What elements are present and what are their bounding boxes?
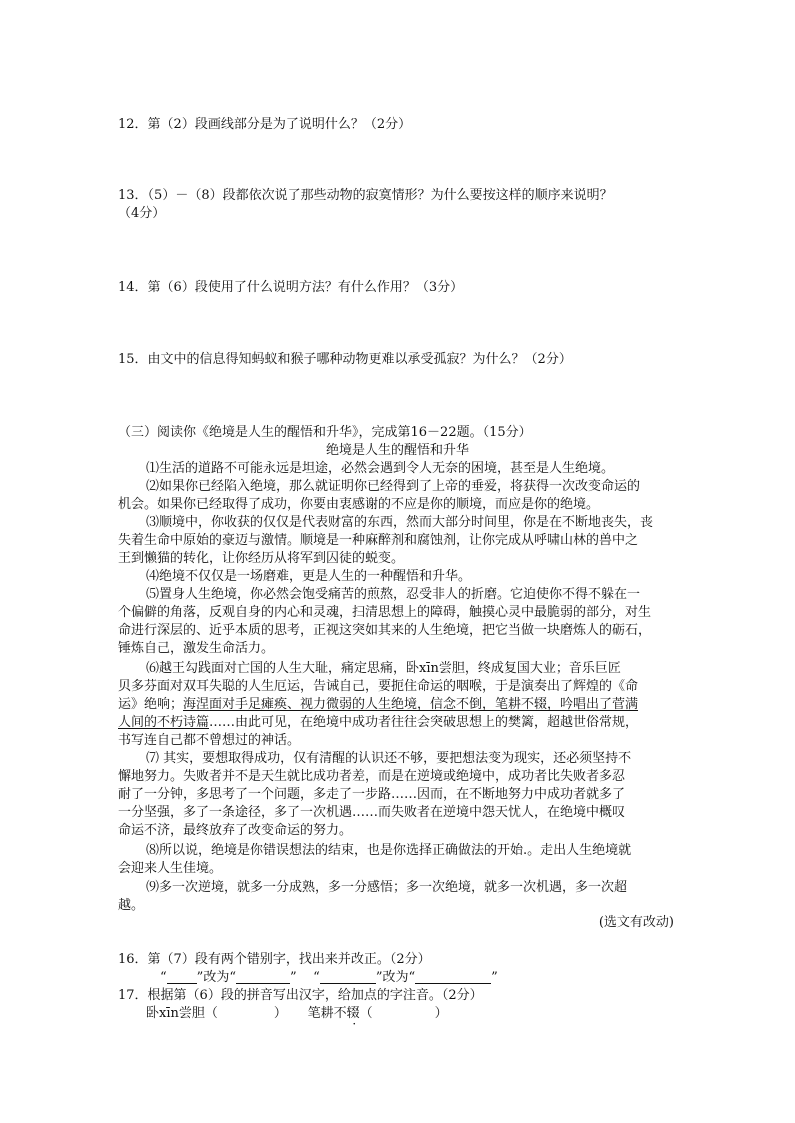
question-16: 16．第（7）段有两个错别字，找出来并改正。（2分） xyxy=(118,952,431,967)
source-note: (选文有改动) xyxy=(598,915,674,930)
wrong-char-blank-2[interactable] xyxy=(320,969,376,984)
pinyin-item-label: 卧xīn尝胆（ xyxy=(146,1006,218,1021)
underlined-sentence-end: 人间的不朽诗篇 xyxy=(118,715,210,730)
paragraph-6-line-3 xyxy=(118,696,674,714)
article-title: 绝境是人生的醒悟和升华 xyxy=(325,443,469,458)
paragraph-2-line-1: ⑵如果你已经陷入绝境，那么就证明你已经得到了上帝的垂爱，将获得一次改变命运的 xyxy=(146,479,641,494)
paragraph-5-line-2: 个偏僻的角落，反观自身的内心和灵魂，扫清思想上的障碍，触摸心灵中最脆弱的部分，对生 xyxy=(118,605,652,620)
wrong-char-blank-1[interactable] xyxy=(167,969,197,984)
paragraph-7-line-3: 耐了一分钟，多思考了一个问题，多走了一步路……因而，在不断地努力中成功者就多了 xyxy=(118,787,626,802)
paragraph-9-line-2: 越。 xyxy=(118,898,145,913)
dotted-item-close: ） xyxy=(434,1006,448,1021)
question-16-answer-line: “ ”改为“ ” “ ”改为“ ” xyxy=(160,970,498,985)
change-to-label-1: 改为 xyxy=(203,970,230,985)
section-3-header: （三）阅读你《绝境是人生的醒悟和升华》，完成第16－22题。（15分） xyxy=(118,425,532,440)
question-14: 14．第（6）段使用了什么说明方法？有什么作用？（3分） xyxy=(118,280,464,295)
paragraph-6-line-2: 贝多芬面对双耳失聪的人生厄运，告诫自己，要扼住命运的咽喉，于是演奏出了辉煌的《命 xyxy=(118,679,639,694)
paragraph-5-line-1: ⑸置身人生绝境，你必然会饱受痛苦的煎熬，忍受非人的折磨。它迫使你不得不躲在一 xyxy=(146,587,641,602)
paragraph-5-line-3: 命进行深层的、近乎本质的思考，正视这突如其来的人生绝境，把它当做一块磨炼人的砺石， xyxy=(118,623,652,638)
paragraph-6-text-cont: ……由此可见，在绝境中成功者往往会突破思想上的樊篱，超越世俗常规， xyxy=(209,715,639,730)
question-15: 15．由文中的信息得知蚂蚁和猴子哪种动物更难以承受孤寂？为什么？（2分） xyxy=(118,352,572,367)
paragraph-3-line-3: 王到懒猫的转化，让你经历从将军到囚徒的蜕变。 xyxy=(118,551,405,566)
paragraph-1: ⑴生活的道路不可能永远是坦途，必然会遇到令人无奈的困境，甚至是人生绝境。 xyxy=(146,461,615,476)
paragraph-5-line-4: 锤炼自己，激发生命活力。 xyxy=(118,641,275,656)
paragraph-7-line-5: 命运不济，最终放弃了改变命运的努力。 xyxy=(118,823,353,838)
dotted-item-open: （ xyxy=(359,1006,373,1021)
paragraph-9-line-1: ⑼多一次逆境，就多一分成熟，多一分感悟；多一次绝境，就多一次机遇，多一次超 xyxy=(146,880,628,895)
paragraph-8-line-1: ⑻所以说，绝境是你错误想法的结束，也是你选择正确做法的开始.。走出人生绝境就 xyxy=(146,843,632,858)
paragraph-6-text: 运》绝响； xyxy=(118,697,184,712)
paragraph-2-line-2: 机会。如果你已经取得了成功，你要由衷感谢的不应是你的顺境，而应是你的绝境。 xyxy=(118,497,600,512)
paragraph-6-line-1: ⑹越王勾践面对亡国的人生大耻，痛定思痛，卧xīn尝胆，终成复国大业；音乐巨匠 xyxy=(146,661,621,676)
paragraph-4: ⑷绝境不仅仅是一场磨难，更是人生的一种醒悟和升华。 xyxy=(146,569,472,584)
paragraph-3-line-2: 失着生命中原始的豪迈与激情。顺境是一种麻醉剂和腐蚀剂，让你完成从呼啸山林的兽中之 xyxy=(118,533,639,548)
pinyin-item-close: ） xyxy=(273,1006,287,1021)
dotted-character: 辍 xyxy=(346,1006,360,1021)
underlined-sentence: 海涅面对手足瘫痪、视力微弱的人生绝境，信念不倒，笔耕不辍，吟唱出了菅满 xyxy=(183,697,639,712)
paragraph-8-line-2: 会迎来人生佳境。 xyxy=(118,861,223,876)
change-to-label-2: 改为 xyxy=(382,970,409,985)
question-17-answer-line xyxy=(146,1005,448,1023)
question-13-points: （4分） xyxy=(118,206,166,221)
paragraph-6-line-4 xyxy=(118,714,674,732)
paragraph-7-line-2: 懈地努力。失败者并不是天生就比成功者差，而是在逆境或绝境中，成功者比失败者多忍 xyxy=(118,769,626,784)
question-13: 13．（5）－（8）段都依次说了那些动物的寂寞情形？为什么要按这样的顺序来说明？ xyxy=(118,188,613,203)
paragraph-7-line-4: 一分坚强，多了一条途径，多了一次机遇……而失败者在逆境中怨天忧人，在绝境中概叹 xyxy=(118,805,626,820)
correct-char-blank-2[interactable] xyxy=(415,969,491,984)
question-17: 17．根据第（6）段的拼音写出汉字，给加点的字注音。（2分） xyxy=(118,988,483,1003)
dotted-item-label: 笔耕不 xyxy=(307,1006,347,1021)
question-12: 12．第（2）段画线部分是为了说明什么？（2分） xyxy=(118,117,412,132)
paragraph-3-line-1: ⑶顺境中，你收获的仅仅是代表财富的东西，然而大部分时间里，你是在不断地丧失，丧 xyxy=(146,515,654,530)
correct-char-blank-1[interactable] xyxy=(236,969,290,984)
paragraph-7-line-1: ⑺ 其实，要想取得成功，仅有清醒的认识还不够，要把想法变为现实，还必须坚持不 xyxy=(146,751,632,766)
paragraph-6-line-5: 书写连自己都不曾想过的神话。 xyxy=(118,733,301,748)
